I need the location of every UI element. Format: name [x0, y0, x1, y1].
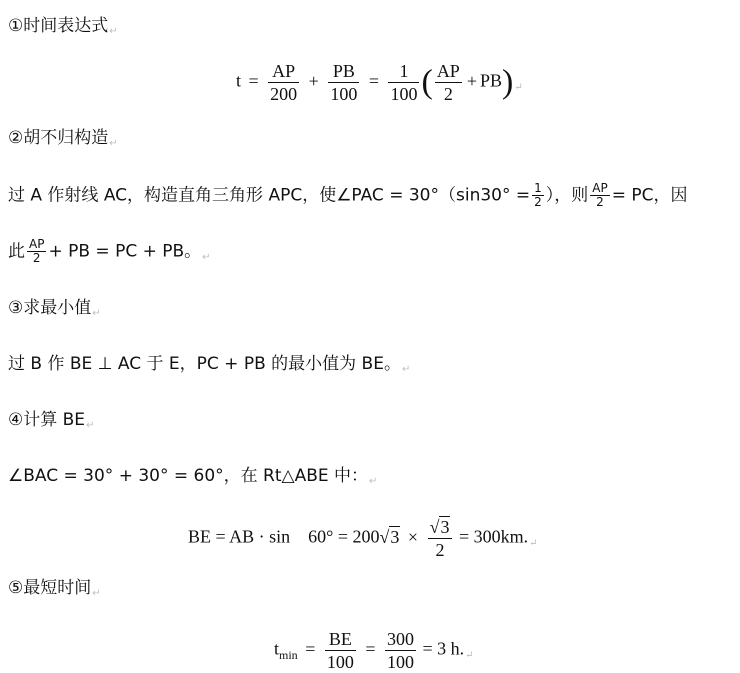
fraction-ap-over-2: $\frac{AP}{2}$	[592, 181, 608, 209]
return-mark-icon: ↵	[86, 420, 95, 431]
fraction-ap-200: $\frac{AP}{200}$	[270, 61, 298, 104]
right-paren: )	[502, 63, 514, 101]
return-mark-icon: ↵	[109, 138, 118, 149]
return-mark-icon: ↵	[202, 251, 211, 263]
equals-sign-2: =	[368, 70, 379, 91]
minimum-text: 过 B 作 BE ⊥ AC 于 E，PC + PB 的最小值为 BE。	[8, 354, 401, 374]
angle-text: ∠BAC = 30° + 30° = 60°，在 Rt△ABE 中：	[8, 466, 369, 486]
construction-text-2: ），则	[545, 185, 589, 206]
be-expression: BE = AB · sin 60° = 200	[188, 526, 380, 547]
fraction-pb-100: $\frac{PB}{100}$	[330, 61, 358, 104]
step-4-label: ④计算 BE	[8, 410, 86, 430]
times-sign: ×	[407, 526, 419, 547]
equation-be	[188, 516, 538, 561]
equation-time-expression	[236, 60, 523, 105]
plus-sign-2: +	[466, 70, 477, 91]
var-t: t	[236, 70, 242, 91]
min-time-result: = 3 h.	[422, 638, 465, 659]
subscript-min: min	[279, 648, 298, 663]
step-3-title	[8, 296, 101, 326]
step-2-title	[8, 126, 118, 156]
fraction-300-100: $\frac{300}{100}$	[387, 629, 414, 672]
step-5-title	[8, 576, 101, 606]
left-paren: (	[421, 63, 433, 101]
step-4-title	[8, 408, 94, 438]
step-2-paragraph-line-1	[8, 182, 688, 209]
be-result: = 300km.	[458, 526, 529, 547]
sqrt-three: √3	[379, 526, 400, 547]
step-3-paragraph	[8, 352, 410, 382]
construction-text-3: = PC，因	[611, 185, 688, 206]
step-1-title	[8, 14, 118, 44]
return-mark-icon: ↵	[369, 476, 378, 487]
step-2-label: ②胡不归构造	[8, 128, 109, 148]
fraction-one-half: $\frac{1}{2}$	[534, 181, 542, 209]
step-2-paragraph-line-2	[8, 238, 211, 270]
equals-sign: =	[248, 70, 259, 91]
var-pb: PB	[479, 70, 503, 91]
step-5-label: ⑤最短时间	[8, 578, 92, 598]
return-mark-icon: ↵	[401, 364, 411, 375]
construction-text: 过 A 作射线 AC，构造直角三角形 APC，使∠PAC = 30°（sin30° =	[8, 185, 531, 206]
plus-sign: +	[308, 70, 319, 91]
step-3-label: ③求最小值	[8, 298, 92, 318]
step-4-paragraph	[8, 464, 377, 494]
var-t-min: t	[274, 638, 280, 659]
return-mark-icon: ↵	[92, 588, 101, 599]
conclusion-text: + PB = PC + PB。	[48, 241, 202, 262]
return-mark-icon: ↵	[529, 537, 538, 549]
return-mark-icon: ↵	[109, 26, 118, 37]
step-1-label: ①时间表达式	[8, 16, 109, 36]
return-mark-icon: ↵	[514, 81, 523, 93]
fraction-ap-2: $\frac{AP}{2}$	[436, 61, 460, 104]
fraction-1-100: $\frac{1}{100}$	[390, 61, 418, 104]
equals-sign-3: =	[305, 638, 316, 659]
return-mark-icon: ↵	[465, 649, 474, 661]
return-mark-icon: ↵	[92, 308, 101, 319]
fraction-be-100: $\frac{BE}{100}$	[326, 629, 354, 672]
equals-sign-4: =	[365, 638, 376, 659]
conclusion-prefix: 此	[8, 241, 25, 262]
equation-min-time	[274, 628, 474, 673]
fraction-sqrt3-over-2: $\frac{√3}{2}$	[428, 516, 453, 561]
fraction-ap-over-2-b: $\frac{AP}{2}$	[29, 237, 45, 265]
